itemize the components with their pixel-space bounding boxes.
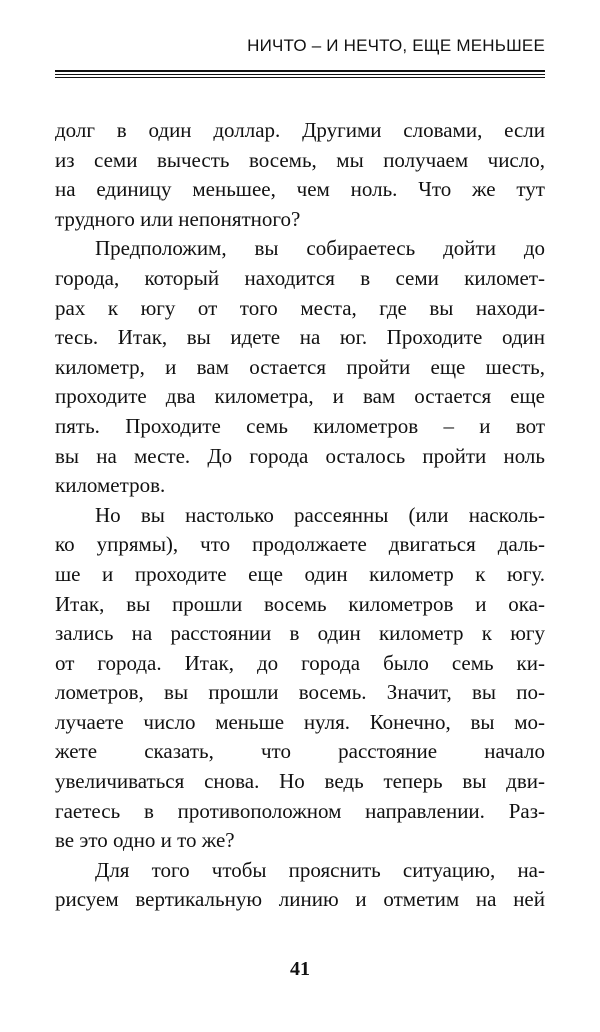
text-line: Для того чтобы прояснить ситуацию, на- (95, 857, 545, 882)
text-line: увеличиваться снова. Но ведь теперь вы дви- (55, 769, 545, 794)
text-line: рисуем вертикальную линию и отметим на ней (55, 887, 545, 912)
page-number: 41 (290, 958, 310, 980)
text-line: лучаете число меньше нуля. Конечно, вы мо- (55, 709, 545, 734)
text-line: трудного или непонятного? (55, 206, 301, 231)
text-line: от города. Итак, до города было семь ки- (55, 650, 545, 675)
text-line: Но вы настолько рассеянны (или насколь- (95, 502, 545, 527)
text-line: тесь. Итак, вы идете на юг. Проходите один (55, 325, 545, 350)
text-line: проходите два километра, и вам остается еще (55, 384, 545, 409)
text-line: жете сказать, что расстояние начало (55, 739, 545, 764)
body-text (55, 116, 545, 915)
text-line: рах к югу от того места, где вы находи- (55, 295, 545, 320)
text-line: Итак, вы прошли восемь километров и ока- (55, 591, 545, 616)
paragraph-4 (55, 856, 545, 915)
header-rule-thin (55, 74, 545, 75)
text-line: лометров, вы прошли восемь. Значит, вы по- (55, 680, 545, 705)
text-line: зались на расстоянии в один километр к югу (55, 621, 545, 646)
text-line: на единицу меньшее, чем ноль. Что же тут (55, 177, 545, 202)
text-line: километр, и вам остается пройти еще шесть, (55, 354, 545, 379)
text-line: ко упрямы), что продолжаете двигаться даль- (55, 532, 545, 557)
text-line: ше и проходите еще один километр к югу. (55, 561, 545, 586)
text-line: из семи вычесть восемь, мы получаем число, (55, 147, 545, 172)
text-line: города, который находится в семи километ- (55, 265, 545, 290)
paragraph-3 (55, 501, 545, 856)
text-line: вы на месте. До города осталось пройти ноль (55, 443, 545, 468)
header-rule-thick (55, 70, 545, 72)
paragraph-2 (55, 234, 545, 500)
text-line: гаетесь в противоположном направлении. Раз- (55, 798, 545, 823)
text-line: Предположим, вы собираетесь дойти до (95, 236, 545, 261)
text-line: долг в один доллар. Другими словами, если (55, 118, 545, 142)
text-line: ве это одно и то же? (55, 828, 235, 853)
text-line: пять. Проходите семь километров – и вот (55, 413, 545, 438)
text-line: километров. (55, 473, 166, 498)
paragraph-1 (55, 116, 545, 234)
header-rule-thin-lower (55, 77, 545, 78)
running-head-title: НИЧТО – И НЕЧТО, ЕЩЕ МЕНЬШЕЕ (247, 36, 545, 55)
